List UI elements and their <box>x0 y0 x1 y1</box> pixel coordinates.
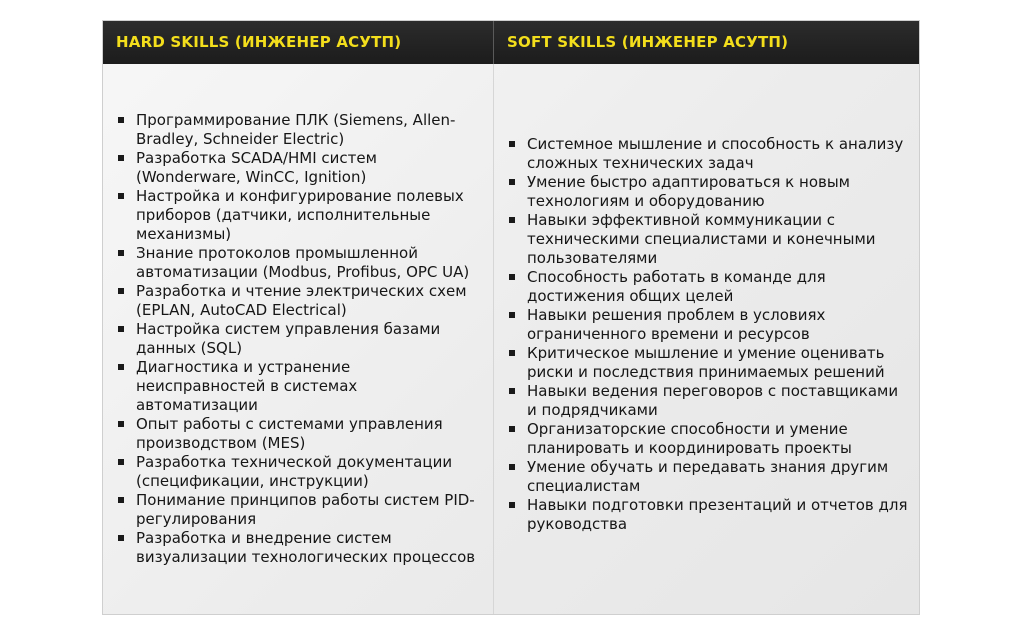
hard-skills-header: HARD SKILLS (ИНЖЕНЕР АСУТП) <box>103 21 494 64</box>
square-bullet-icon <box>509 464 515 470</box>
square-bullet-icon <box>118 326 124 332</box>
square-bullet-icon <box>509 312 515 318</box>
table-body <box>103 64 919 614</box>
soft-skill-list-item <box>508 268 911 306</box>
square-bullet-icon <box>509 426 515 432</box>
square-bullet-icon <box>509 217 515 223</box>
hard-skill-list-item <box>117 282 483 320</box>
hard-skill-list-item <box>117 453 483 491</box>
hard-skill-item-text: Диагностика и устранение неисправностей в системах автоматизации <box>136 358 358 414</box>
hard-skill-item-text: Программирование ПЛК (Siemens, Allen-Bradley, Schneider Electric) <box>136 111 456 148</box>
soft-skill-list-item <box>508 211 911 268</box>
square-bullet-icon <box>509 502 515 508</box>
square-bullet-icon <box>118 117 124 123</box>
hard-skill-item-text: Разработка и внедрение систем визуализации технологических процессов <box>136 529 476 566</box>
hard-skill-list-item <box>117 187 483 244</box>
hard-skill-item-text: Опыт работы с системами управления производством (MES) <box>136 415 443 452</box>
square-bullet-icon <box>509 388 515 394</box>
soft-skill-item-text: Навыки эффективной коммуникации с техническими специалистами и конечными пользователями <box>527 210 876 267</box>
hard-skill-item-text: Разработка SCADA/HMI систем (Wonderware, WinCC, Ignition) <box>136 149 377 186</box>
soft-skill-list-item <box>508 173 911 211</box>
hard-skill-list-item <box>117 491 483 529</box>
hard-skill-list-item <box>117 111 483 149</box>
soft-skill-list-item <box>508 382 911 420</box>
square-bullet-icon <box>118 193 124 199</box>
square-bullet-icon <box>509 179 515 185</box>
soft-skills-header: SOFT SKILLS (ИНЖЕНЕР АСУТП) <box>507 33 789 51</box>
soft-skill-item-text: Умение обучать и передавать знания другим специалистам <box>527 457 889 495</box>
square-bullet-icon <box>509 141 515 147</box>
square-bullet-icon <box>118 421 124 427</box>
hard-skill-list-item <box>117 358 483 415</box>
soft-skill-item-text: Системное мышление и способность к анализу сложных технических задач <box>527 134 904 172</box>
square-bullet-icon <box>509 350 515 356</box>
soft-skill-list-item <box>508 420 911 458</box>
hard-skill-item-text: Настройка систем управления базами данных (SQL) <box>136 320 441 357</box>
square-bullet-icon <box>118 497 124 503</box>
soft-skill-item-text: Способность работать в команде для достижения общих целей <box>527 267 826 305</box>
hard-skill-item-text: Разработка и чтение электрических схем (EPLAN, AutoCAD Electrical) <box>136 282 467 319</box>
hard-skill-list-item <box>117 244 483 282</box>
hard-skill-item-text: Понимание принципов работы систем PID-регулирования <box>136 491 475 528</box>
soft-skill-item-text: Навыки подготовки презентаций и отчетов для руководства <box>527 495 908 533</box>
soft-skill-item-text: Организаторские способности и умение планировать и координировать проекты <box>527 419 852 457</box>
soft-skill-list-item <box>508 458 911 496</box>
hard-skill-list-item <box>117 149 483 187</box>
soft-skill-item-text: Навыки решения проблем в условиях ограниченного времени и ресурсов <box>527 305 826 343</box>
square-bullet-icon <box>118 459 124 465</box>
square-bullet-icon <box>118 250 124 256</box>
square-bullet-icon <box>118 535 124 541</box>
hard-skills-list <box>117 111 483 567</box>
hard-skills-column <box>103 64 494 614</box>
soft-skill-item-text: Критическое мышление и умение оценивать риски и последствия принимаемых решений <box>527 343 885 381</box>
hard-skill-item-text: Разработка технической документации (спецификации, инструкции) <box>136 453 453 490</box>
hard-skill-list-item <box>117 320 483 358</box>
skills-table <box>102 20 920 615</box>
soft-skill-list-item <box>508 344 911 382</box>
soft-skill-item-text: Навыки ведения переговоров с поставщиками и подрядчиками <box>527 381 899 419</box>
table-header <box>103 21 919 64</box>
square-bullet-icon <box>118 364 124 370</box>
soft-skill-item-text: Умение быстро адаптироваться к новым технологиям и оборудованию <box>527 172 850 210</box>
soft-skills-column <box>494 64 919 614</box>
square-bullet-icon <box>509 274 515 280</box>
square-bullet-icon <box>118 155 124 161</box>
square-bullet-icon <box>118 288 124 294</box>
hard-skill-item-text: Знание протоколов промышленной автоматизации (Modbus, Profibus, OPC UA) <box>136 244 470 281</box>
soft-skills-list <box>508 135 911 534</box>
hard-skill-list-item <box>117 529 483 567</box>
hard-skill-item-text: Настройка и конфигурирование полевых приборов (датчики, исполнительные механизмы) <box>136 187 464 243</box>
soft-skill-list-item <box>508 306 911 344</box>
soft-skill-list-item <box>508 496 911 534</box>
soft-skill-list-item <box>508 135 911 173</box>
hard-skill-list-item <box>117 415 483 453</box>
